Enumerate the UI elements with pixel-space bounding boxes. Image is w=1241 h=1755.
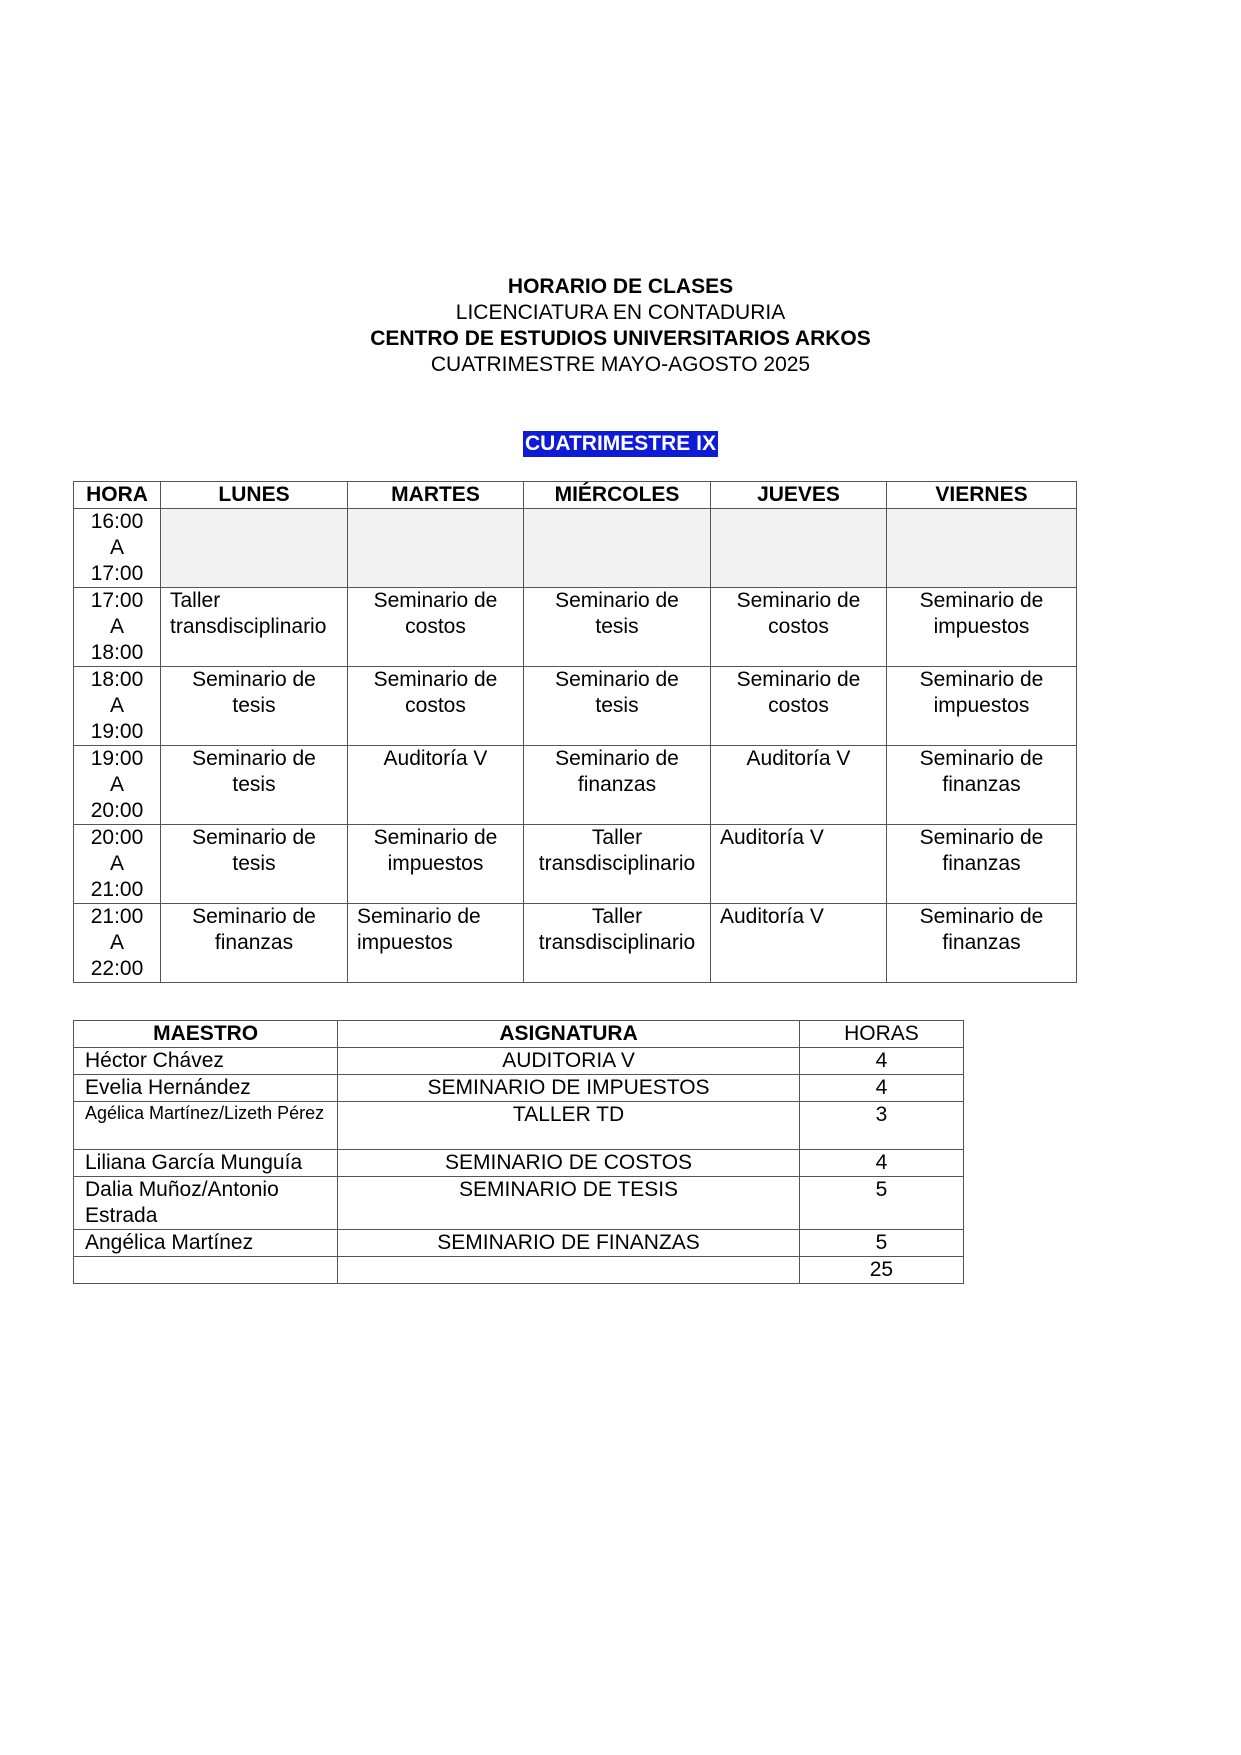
teacher-name: Evelia Hernández bbox=[74, 1075, 338, 1102]
subject-name: SEMINARIO DE FINANZAS bbox=[338, 1230, 800, 1257]
class-cell bbox=[161, 746, 348, 825]
hour-cell bbox=[74, 588, 161, 667]
hour-separator: A bbox=[109, 852, 124, 875]
total-empty-cell bbox=[338, 1257, 800, 1284]
class-cell bbox=[161, 825, 348, 904]
hour-start: 21:00 bbox=[90, 905, 144, 928]
class-line: Seminario de bbox=[736, 668, 861, 691]
teacher-name: Angélica Martínez bbox=[74, 1230, 338, 1257]
term-period: CUATRIMESTRE MAYO-AGOSTO 2025 bbox=[430, 353, 811, 376]
class-line: costos bbox=[405, 694, 466, 717]
column-header-asignatura: ASIGNATURA bbox=[338, 1021, 800, 1048]
class-cell bbox=[887, 667, 1077, 746]
column-header-miercoles: MIÉRCOLES bbox=[524, 482, 711, 509]
class-line: Auditoría V bbox=[720, 905, 824, 928]
class-cell bbox=[161, 904, 348, 983]
teacher-row bbox=[74, 1102, 964, 1150]
subject-hours: 5 bbox=[799, 1177, 963, 1230]
class-line: Taller bbox=[591, 905, 643, 928]
class-line: tesis bbox=[232, 694, 276, 717]
total-empty-cell bbox=[74, 1257, 338, 1284]
teacher-name: Liliana García Munguía bbox=[74, 1150, 338, 1177]
class-line: impuestos bbox=[387, 852, 484, 875]
hour-separator: A bbox=[109, 694, 124, 717]
class-line: Auditoría V bbox=[746, 747, 851, 770]
teacher-name: Dalia Muñoz/Antonio Estrada bbox=[74, 1177, 338, 1230]
subject-hours: 4 bbox=[799, 1075, 963, 1102]
class-line: Seminario de bbox=[555, 747, 679, 770]
class-line: finanzas bbox=[942, 931, 1021, 954]
teacher-row bbox=[74, 1230, 964, 1257]
program-name: LICENCIATURA EN CONTADURIA bbox=[455, 301, 786, 324]
class-cell bbox=[887, 588, 1077, 667]
class-cell bbox=[887, 904, 1077, 983]
class-line: Seminario de bbox=[192, 826, 316, 849]
class-line: Seminario de bbox=[919, 905, 1044, 928]
schedule-row bbox=[74, 904, 1077, 983]
class-line: finanzas bbox=[214, 931, 294, 954]
hour-end: 18:00 bbox=[90, 641, 144, 664]
hour-end: 20:00 bbox=[90, 799, 144, 822]
class-cell bbox=[711, 588, 887, 667]
class-cell bbox=[887, 825, 1077, 904]
class-cell-empty bbox=[887, 509, 1077, 588]
teacher-name: Agélica Martínez/Lizeth Pérez bbox=[74, 1102, 338, 1150]
class-cell bbox=[524, 904, 711, 983]
class-cell bbox=[711, 667, 887, 746]
class-cell bbox=[348, 904, 524, 983]
column-header-hora: HORA bbox=[74, 482, 161, 509]
column-header-lunes: LUNES bbox=[161, 482, 348, 509]
teacher-row bbox=[74, 1048, 964, 1075]
class-cell bbox=[711, 904, 887, 983]
class-line: costos bbox=[405, 615, 466, 638]
hour-cell bbox=[74, 509, 161, 588]
hour-separator: A bbox=[109, 615, 124, 638]
class-cell bbox=[711, 825, 887, 904]
class-line: Seminario de bbox=[919, 668, 1044, 691]
document-header bbox=[0, 274, 1241, 378]
class-cell bbox=[348, 588, 524, 667]
column-header-viernes: VIERNES bbox=[887, 482, 1077, 509]
class-line: Seminario de bbox=[373, 826, 498, 849]
class-line: Seminario de bbox=[373, 589, 498, 612]
class-line: Seminario de bbox=[192, 668, 316, 691]
class-cell bbox=[348, 667, 524, 746]
hour-cell bbox=[74, 904, 161, 983]
class-line: Seminario de bbox=[919, 826, 1044, 849]
class-line: impuestos bbox=[357, 931, 453, 954]
class-cell bbox=[348, 825, 524, 904]
teachers-table bbox=[73, 1020, 964, 1284]
class-line: Seminario de bbox=[555, 668, 679, 691]
schedule-row bbox=[74, 588, 1077, 667]
class-cell bbox=[524, 588, 711, 667]
class-line: impuestos bbox=[933, 694, 1030, 717]
schedule-row bbox=[74, 509, 1077, 588]
subject-hours: 3 bbox=[799, 1102, 963, 1150]
class-line: Seminario de bbox=[192, 747, 316, 770]
hour-separator: A bbox=[109, 773, 124, 796]
class-line: Seminario de bbox=[555, 589, 679, 612]
class-cell-empty bbox=[711, 509, 887, 588]
total-row bbox=[74, 1257, 964, 1284]
class-line: Taller bbox=[591, 826, 643, 849]
column-header-jueves: JUEVES bbox=[711, 482, 887, 509]
teacher-row bbox=[74, 1075, 964, 1102]
class-line: Taller bbox=[170, 589, 221, 612]
subject-hours: 4 bbox=[799, 1150, 963, 1177]
class-cell bbox=[161, 588, 348, 667]
class-line: tesis bbox=[595, 694, 639, 717]
class-line: tesis bbox=[595, 615, 639, 638]
class-line: transdisciplinario bbox=[170, 615, 327, 638]
class-line: finanzas bbox=[942, 852, 1021, 875]
class-cell bbox=[887, 746, 1077, 825]
hour-separator: A bbox=[109, 536, 124, 559]
class-cell-empty bbox=[348, 509, 524, 588]
class-line: Seminario de bbox=[357, 905, 481, 928]
schedule-row bbox=[74, 746, 1077, 825]
teacher-row bbox=[74, 1177, 964, 1230]
hour-cell bbox=[74, 667, 161, 746]
hour-end: 17:00 bbox=[90, 562, 144, 585]
subject-hours: 5 bbox=[799, 1230, 963, 1257]
hour-cell bbox=[74, 825, 161, 904]
class-cell bbox=[161, 667, 348, 746]
schedule-header-row bbox=[74, 482, 1077, 509]
subject-name: AUDITORIA V bbox=[338, 1048, 800, 1075]
schedule-row bbox=[74, 825, 1077, 904]
document-title: HORARIO DE CLASES bbox=[507, 275, 734, 298]
class-line: Seminario de bbox=[919, 747, 1044, 770]
subject-hours: 4 bbox=[799, 1048, 963, 1075]
institution-name: CENTRO DE ESTUDIOS UNIVERSITARIOS ARKOS bbox=[370, 327, 871, 350]
class-line: transdisciplinario bbox=[538, 852, 696, 875]
term-badge-container bbox=[0, 431, 1241, 457]
subject-name: SEMINARIO DE COSTOS bbox=[338, 1150, 800, 1177]
class-line: Auditoría V bbox=[720, 826, 824, 849]
hour-start: 18:00 bbox=[90, 668, 144, 691]
class-cell bbox=[524, 825, 711, 904]
teachers-header-row bbox=[74, 1021, 964, 1048]
class-line: Auditoría V bbox=[383, 747, 488, 770]
teacher-row bbox=[74, 1150, 964, 1177]
class-line: transdisciplinario bbox=[538, 931, 696, 954]
class-line: Seminario de bbox=[919, 589, 1044, 612]
class-cell-empty bbox=[524, 509, 711, 588]
subject-name: TALLER TD bbox=[338, 1102, 800, 1150]
class-line: Seminario de bbox=[373, 668, 498, 691]
subject-name: SEMINARIO DE IMPUESTOS bbox=[338, 1075, 800, 1102]
class-cell bbox=[711, 746, 887, 825]
class-line: impuestos bbox=[933, 615, 1030, 638]
column-header-martes: MARTES bbox=[348, 482, 524, 509]
hour-start: 19:00 bbox=[90, 747, 144, 770]
hour-cell bbox=[74, 746, 161, 825]
term-badge: CUATRIMESTRE IX bbox=[525, 432, 716, 455]
class-line: tesis bbox=[232, 773, 276, 796]
class-line: finanzas bbox=[942, 773, 1021, 796]
hour-start: 17:00 bbox=[90, 589, 144, 612]
hour-end: 22:00 bbox=[90, 957, 144, 980]
hour-start: 20:00 bbox=[90, 826, 144, 849]
hour-start: 16:00 bbox=[90, 510, 144, 533]
subject-name: SEMINARIO DE TESIS bbox=[338, 1177, 800, 1230]
class-cell bbox=[348, 746, 524, 825]
column-header-horas: HORAS bbox=[799, 1021, 963, 1048]
class-line: costos bbox=[768, 694, 829, 717]
total-hours: 25 bbox=[799, 1257, 963, 1284]
schedule-table bbox=[73, 481, 1077, 983]
hour-end: 21:00 bbox=[90, 878, 144, 901]
class-cell-empty bbox=[161, 509, 348, 588]
class-line: costos bbox=[768, 615, 829, 638]
hour-end: 19:00 bbox=[90, 720, 144, 743]
column-header-maestro: MAESTRO bbox=[74, 1021, 338, 1048]
hour-separator: A bbox=[109, 931, 124, 954]
class-line: finanzas bbox=[577, 773, 657, 796]
class-line: Seminario de bbox=[192, 905, 316, 928]
class-cell bbox=[524, 667, 711, 746]
class-line: tesis bbox=[232, 852, 276, 875]
class-cell bbox=[524, 746, 711, 825]
teacher-name: Héctor Chávez bbox=[74, 1048, 338, 1075]
schedule-row bbox=[74, 667, 1077, 746]
class-line: Seminario de bbox=[736, 589, 861, 612]
